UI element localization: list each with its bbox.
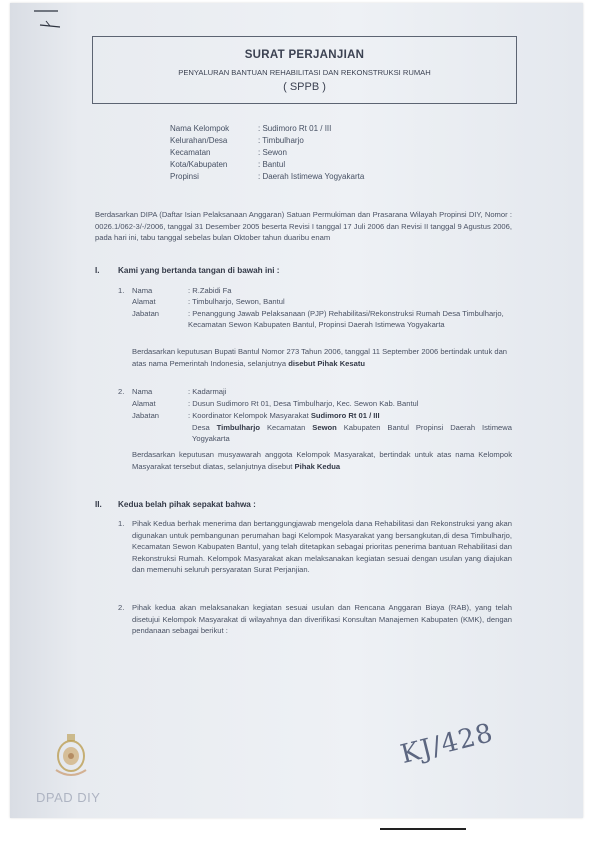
- agreement-item-text: Pihak Kedua berhak menerima dan bertanggungjawab mengelola dana Rehabilitasi dan Rekonstruksi yang akan digunakan untuk pembangunan perumahan bagi Kelompok Masyarakat yang bersangkutan,di desa Timbulharjo, Kecamatan Sewon Kabupaten Bantul, yang telah ditetapkan sebagai prioritas penerima bantuan Rehabilitasi dan Rekonstruksi Rumah. Kelompok Masyarakat akan melaksanakan kegiatan sesuai dengan usulan yang diajukan dan memenuhi seluruh persyaratan Surat Perjanjian.: [132, 519, 512, 574]
- party-2-designation: Pihak Kedua: [294, 461, 341, 471]
- intro-paragraph: Berdasarkan DIPA (Daftar Isian Pelaksanaan Anggaran) Satuan Permukiman dan Prasarana Wilayah Propinsi DIY, Nomor : 0026.1/062-3/-/2006, tanggal 31 Desember 2005 beserta Revisi I tanggal 17 Juli 2006 dan Revisi II tanggal 9 Agustus 2006, pada hari ini, tabu tanggal sebelas bulan Oktober tahun duaribu enam: [95, 210, 512, 242]
- party-2-jabatan-line2: [192, 422, 512, 444]
- party-2-group-name: Sudimoro Rt 01 / III: [310, 411, 380, 420]
- identity-row: [170, 171, 364, 182]
- party-2-alamat-value: : Dusun Sudimoro Rt 01, Desa Timbulharjo, Kec. Sewon Kab. Bantul: [188, 399, 419, 408]
- party-2-location-text: Kabupaten Bantul Propinsi Daerah Istimewa Yogyakarta: [192, 423, 512, 443]
- archive-seal-icon: [50, 730, 92, 784]
- document-subtitle: PENYALURAN BANTUAN REHABILITASI DAN REKONSTRUKSI RUMAH: [178, 68, 431, 77]
- party-2-jabatan-line1: [188, 410, 380, 421]
- agreement-item-text: Pihak kedua akan melaksanakan kegiatan sesuai usulan dan Rencana Anggaran Biaya (RAB), yang telah disetujui Kelompok Masyarakat di wilayahnya dan diverifikasi Konsultan Manajemen Kabupaten (KMK), dengan pendanaan sebagai berikut :: [132, 603, 512, 635]
- agreement-item-number: 2.: [118, 603, 125, 612]
- party-2-basis: [132, 449, 512, 472]
- document-title: SURAT PERJANJIAN: [244, 49, 365, 61]
- identity-value: : Daerah Istimewa Yogyakarta: [258, 172, 365, 181]
- party-1-number: 1.: [118, 286, 125, 295]
- party-1-basis: [132, 346, 512, 369]
- section-2-number: II.: [95, 500, 102, 509]
- party-2-jabatan-text: : Koordinator Kelompok Masyarakat: [188, 411, 309, 420]
- party-2-basis-text: Berdasarkan keputusan musyawarah anggota Kelompok Masyarakat, bertindak untuk atas nama Kelompok Masyarakat tersebut diatas, selanjutnya disebut: [132, 450, 512, 471]
- party-2-number: 2.: [118, 387, 125, 396]
- bottom-line: [380, 828, 466, 830]
- identity-row: [170, 159, 285, 170]
- party-2-kecamatan-name: Sewon: [312, 423, 337, 432]
- identity-row: [170, 147, 287, 158]
- party-2-desa-name: Timbulharjo: [216, 423, 260, 432]
- party-1-jabatan-label: Jabatan: [132, 309, 160, 318]
- party-1-alamat-value: : Timbulharjo, Sewon, Bantul: [188, 297, 285, 306]
- party-1-nama-label: Nama: [132, 286, 153, 295]
- identity-row: [170, 123, 331, 134]
- party-1-alamat-label: Alamat: [132, 297, 156, 306]
- identity-key: Kelurahan/Desa: [170, 136, 228, 145]
- scan-mark-icon: [32, 5, 62, 35]
- title-box: [92, 36, 517, 104]
- handwritten-note: KJ/428: [397, 718, 497, 770]
- party-2-desa-label: Desa: [192, 423, 210, 432]
- party-2-jabatan-label: Jabatan: [132, 411, 160, 420]
- party-2-nama-label: Nama: [132, 387, 153, 396]
- party-1-basis-text: Berdasarkan keputusan Bupati Bantul Nomor 273 Tahun 2006, tanggal 11 September 2006 bertindak untuk dan atas nama Pemerintah Indonesia, selanjutnya: [132, 347, 508, 368]
- section-1-heading: Kami yang bertanda tangan di bawah ini :: [118, 266, 280, 275]
- identity-row: [170, 135, 304, 146]
- identity-key: Propinsi: [170, 172, 199, 181]
- document-code: ( SPPB ): [283, 81, 326, 93]
- identity-value: : Sudimoro Rt 01 / III: [258, 124, 332, 133]
- identity-key: Kota/Kabupaten: [170, 160, 228, 169]
- identity-value: : Timbulharjo: [258, 136, 304, 145]
- party-1-jabatan-value: : Penanggung Jawab Pelaksanaan (PJP) Rehabilitasi/Rekonstruksi Rumah Desa Timbulharjo, Kecamatan Sewon Kabupaten Bantul, Propinsi Daerah Istimewa Yogyakarta: [188, 309, 504, 329]
- party-1-nama-value: : R.Zabidi Fa: [188, 286, 232, 295]
- agreement-item-number: 1.: [118, 519, 125, 528]
- identity-value: : Bantul: [258, 160, 286, 169]
- party-2-kecamatan-label: Kecamatan: [266, 423, 306, 432]
- party-2-nama-value: : Kadarmaji: [188, 387, 227, 396]
- archive-watermark: DPAD DIY: [36, 790, 101, 805]
- party-1-designation: disebut Pihak Kesatu: [288, 358, 366, 368]
- section-1-number: I.: [95, 266, 100, 275]
- party-2-alamat-label: Alamat: [132, 399, 156, 408]
- section-2-heading: Kedua belah pihak sepakat bahwa :: [118, 500, 256, 509]
- identity-key: Kecamatan: [170, 148, 211, 157]
- identity-value: : Sewon: [258, 148, 287, 157]
- identity-key: Nama Kelompok: [170, 124, 230, 133]
